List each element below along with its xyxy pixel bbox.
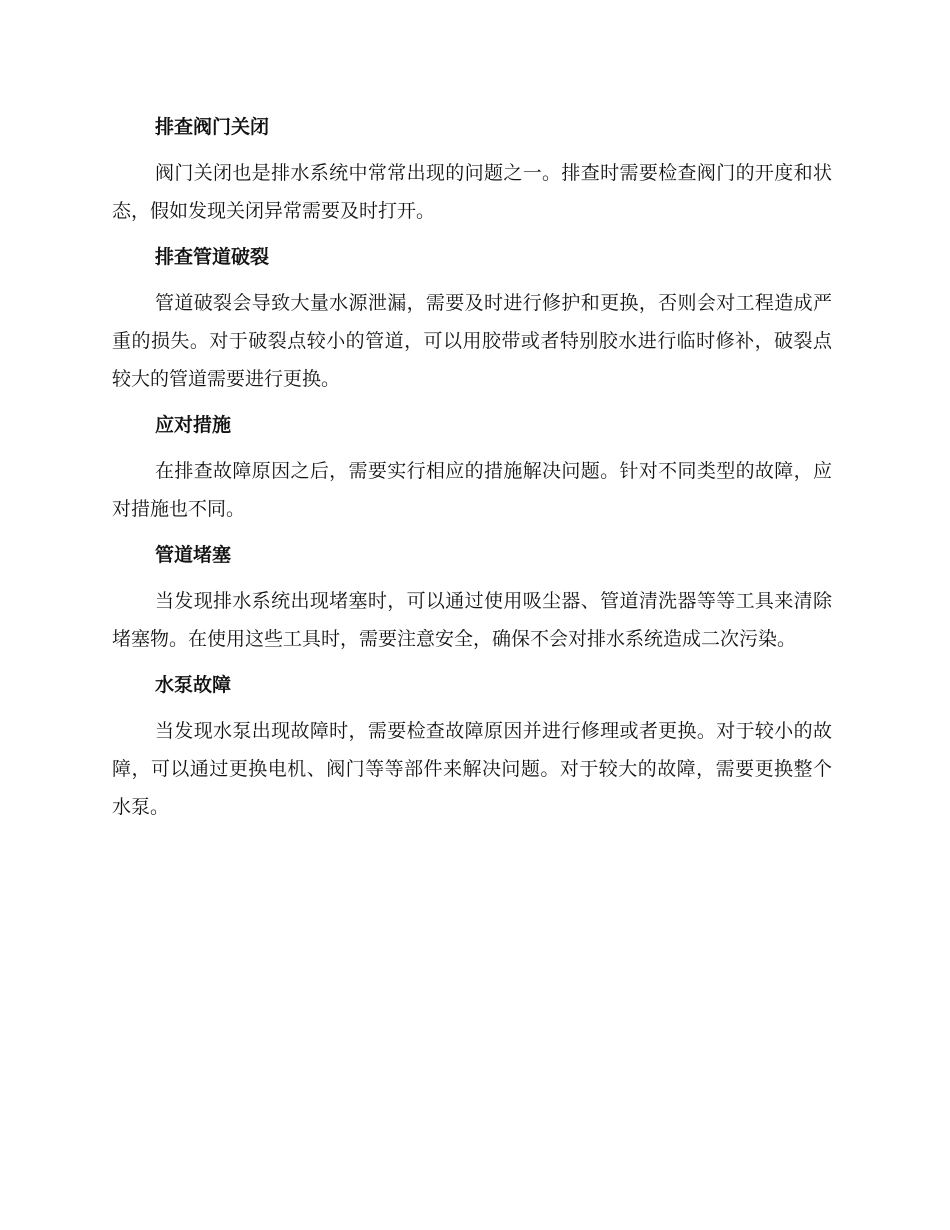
- section-heading-pipe-rupture: 排查管道破裂: [155, 246, 270, 268]
- section-heading-pump-failure: 水泵故障: [155, 674, 232, 696]
- section-body-pipe-rupture: 管道破裂会导致大量水源泄漏，需要及时进行修护和更换，否则会对工程造成严重的损失。对于破裂点较小的管道，可以用胶带或者特别胶水进行临时修补，破裂点较大的管道需要进行更换。: [112, 292, 832, 390]
- section-heading-valve: 排查阀门关闭: [155, 116, 270, 138]
- section-heading-pipe-blockage: 管道堵塞: [155, 544, 232, 566]
- section-heading-countermeasures: 应对措施: [155, 414, 232, 436]
- section-body-valve: 阀门关闭也是排水系统中常常出现的问题之一。排查时需要检查阀门的开度和状态，假如发现关闭异常需要及时打开。: [112, 162, 832, 222]
- section-body-pump-failure: 当发现水泵出现故障时，需要检查故障原因并进行修理或者更换。对于较小的故障，可以通过更换电机、阀门等等部件来解决问题。对于较大的故障，需要更换整个水泵。: [112, 720, 832, 818]
- document-content: [112, 108, 832, 834]
- section-body-pipe-blockage: 当发现排水系统出现堵塞时，可以通过使用吸尘器、管道清洗器等等工具来清除堵塞物。在使用这些工具时，需要注意安全，确保不会对排水系统造成二次污染。: [112, 590, 832, 650]
- section-body-countermeasures: 在排查故障原因之后，需要实行相应的措施解决问题。针对不同类型的故障，应对措施也不同。: [112, 460, 832, 520]
